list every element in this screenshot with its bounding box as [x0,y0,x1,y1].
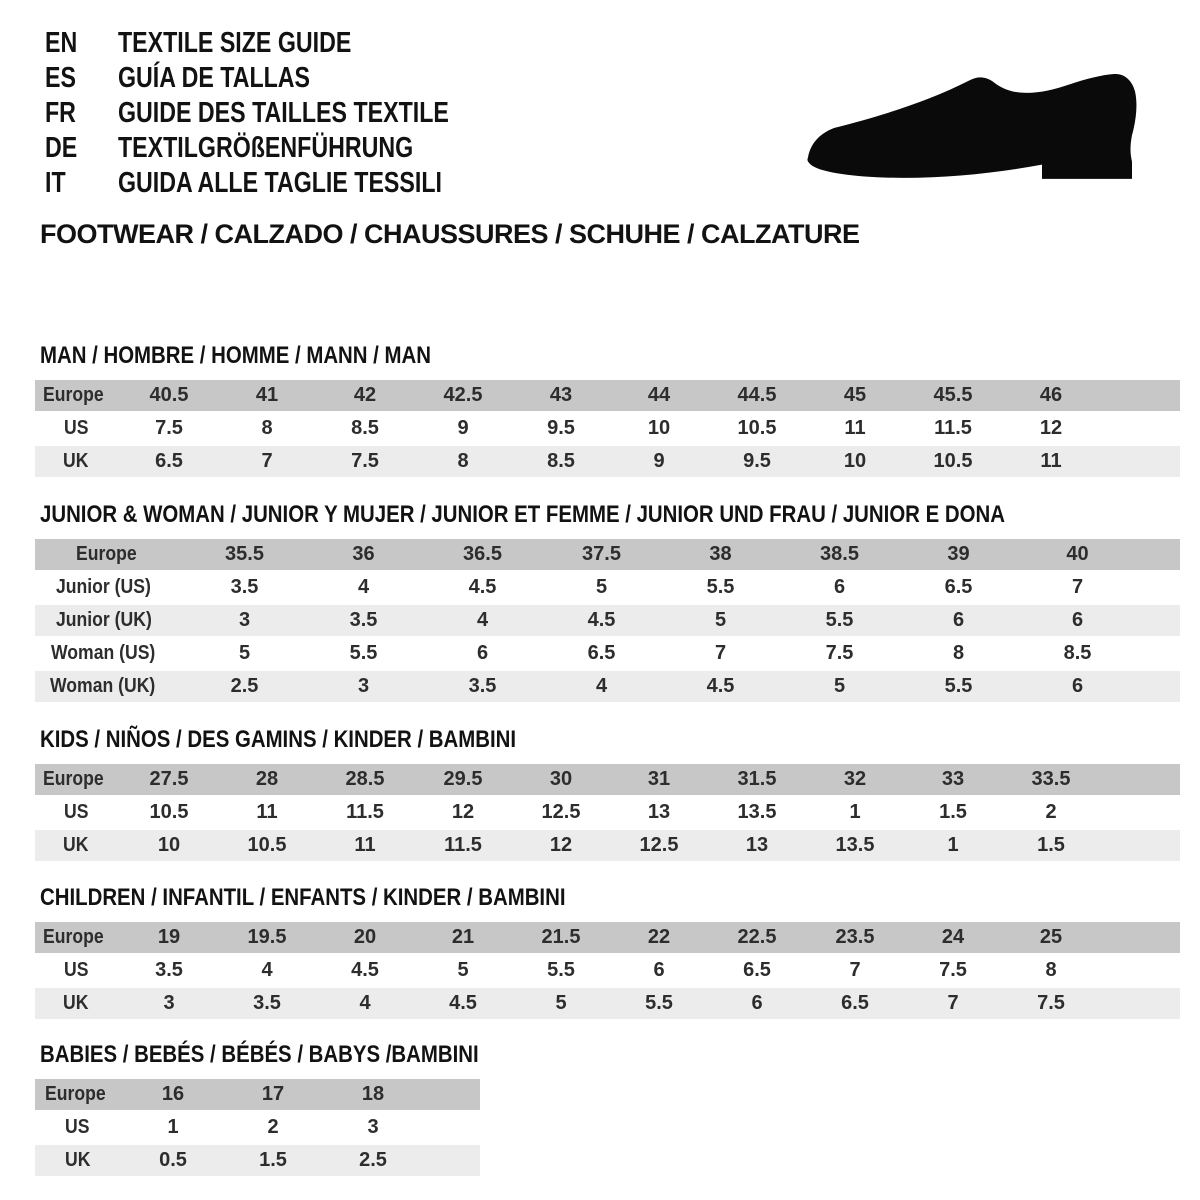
size-value-cell: 6.5 [806,988,904,1019]
size-value-cell: 4 [304,572,423,603]
size-value-cell: 5 [542,572,661,603]
size-value-cell: 6 [1018,605,1137,636]
size-value-cell: 12 [512,830,610,861]
size-value-cell: 38 [661,539,780,570]
size-value-cell: 10.5 [904,446,1002,477]
section-man [35,344,1180,479]
size-value-cell: 7 [218,446,316,477]
shoe-silhouette-icon [802,72,1146,186]
table-row-children-us [35,955,1180,986]
size-value-cell: 3.5 [423,671,542,702]
size-value-cell: 1 [806,797,904,828]
size-value-cell: 8 [899,638,1018,669]
size-value-cell: 5 [661,605,780,636]
size-value-cell: 8 [414,446,512,477]
size-value-cell: 45.5 [904,380,1002,411]
section-title-man: MAN / HOMBRE / HOMME / MANN / MAN [40,342,431,369]
language-code [45,27,118,60]
size-value-cell: 24 [904,922,1002,953]
size-value-cell: 4 [542,671,661,702]
table-row-man-europe [35,380,1180,411]
size-value-cell: 4.5 [423,572,542,603]
section-title-kids: KIDS / NIÑOS / DES GAMINS / KINDER / BAMBINI [40,726,517,753]
row-label-cell [35,764,120,795]
language-row [45,166,532,201]
spacer-cell [1100,413,1180,444]
language-row [45,96,532,131]
section-title-babies: BABIES / BEBÉS / BÉBÉS / BABYS /BAMBINI [40,1041,479,1068]
size-value-cell: 6.5 [542,638,661,669]
row-label-text: US [63,959,89,981]
language-row [45,26,532,61]
size-value-cell: 37.5 [542,539,661,570]
size-value-cell: 45 [806,380,904,411]
size-value-cell: 46 [1002,380,1100,411]
language-code-text: ES [45,62,76,94]
spacer-cell [1137,671,1180,702]
size-value-cell: 4 [316,988,414,1019]
size-value-cell: 2 [1002,797,1100,828]
section-junior-woman [35,503,1180,704]
row-label-cell [35,539,185,570]
spacer-cell [1100,764,1180,795]
table-row-kids-europe [35,764,1180,795]
size-value-cell: 5.5 [780,605,899,636]
size-value-cell: 11.5 [904,413,1002,444]
row-label-cell [35,988,120,1019]
language-title-text: TEXTILGRÖßENFÜHRUNG [118,132,414,164]
size-value-cell: 7.5 [780,638,899,669]
row-label-text: Europe [43,384,104,406]
size-value-cell: 33 [904,764,1002,795]
language-row [45,131,532,166]
language-code [45,62,118,95]
size-value-cell: 5.5 [661,572,780,603]
size-value-cell: 12 [1002,413,1100,444]
size-value-cell: 13 [610,797,708,828]
size-value-cell: 11.5 [316,797,414,828]
size-value-cell: 11 [316,830,414,861]
size-value-cell: 10 [120,830,218,861]
size-value-cell: 4.5 [661,671,780,702]
language-title-text: GUIDA ALLE TAGLIE TESSILI [118,167,442,199]
row-label-text: UK [64,1149,90,1171]
size-value-cell: 9.5 [708,446,806,477]
size-value-cell: 5.5 [512,955,610,986]
size-value-cell: 31.5 [708,764,806,795]
language-code-text: FR [45,97,76,129]
size-value-cell: 23.5 [806,922,904,953]
language-row [45,61,532,96]
size-value-cell: 27.5 [120,764,218,795]
spacer-cell [1137,605,1180,636]
size-table-children [35,920,1180,1021]
size-value-cell: 3 [120,988,218,1019]
size-value-cell: 2.5 [185,671,304,702]
language-code [45,132,118,165]
size-value-cell: 29.5 [414,764,512,795]
size-value-cell: 9 [414,413,512,444]
size-value-cell: 32 [806,764,904,795]
size-value-cell: 6 [780,572,899,603]
size-value-cell: 5.5 [899,671,1018,702]
size-value-cell: 1.5 [904,797,1002,828]
size-value-cell: 7 [806,955,904,986]
size-value-cell: 36.5 [423,539,542,570]
row-label-cell [35,380,120,411]
size-value-cell: 12.5 [512,797,610,828]
size-value-cell: 19 [120,922,218,953]
size-value-cell: 7 [904,988,1002,1019]
size-value-cell: 2.5 [323,1145,423,1176]
size-value-cell: 28 [218,764,316,795]
size-value-cell: 35.5 [185,539,304,570]
size-value-cell: 41 [218,380,316,411]
row-label-text: Europe [43,926,104,948]
size-value-cell: 6 [899,605,1018,636]
row-label-cell [35,922,120,953]
size-value-cell: 3 [304,671,423,702]
size-value-cell: 7 [1018,572,1137,603]
size-value-cell: 7.5 [1002,988,1100,1019]
row-label-text: Woman (US) [50,642,156,664]
section-kids [35,728,1180,863]
size-value-cell: 3.5 [218,988,316,1019]
row-label-text: Europe [44,1083,106,1105]
size-value-cell: 21.5 [512,922,610,953]
language-title-text: GUÍA DE TALLAS [118,62,311,94]
size-value-cell: 6.5 [899,572,1018,603]
size-value-cell: 22 [610,922,708,953]
size-value-cell: 42.5 [414,380,512,411]
size-table-man [35,378,1180,479]
section-children [35,886,1180,1021]
size-value-cell: 12 [414,797,512,828]
row-label-cell [35,605,185,636]
spacer-cell [423,1112,480,1143]
size-value-cell: 6.5 [120,446,218,477]
size-value-cell: 3 [323,1112,423,1143]
table-row-junior-woman-junior-us [35,572,1180,603]
table-row-children-europe [35,922,1180,953]
row-label-cell [35,572,185,603]
row-label-text: UK [63,834,89,856]
table-row-junior-woman-woman-us [35,638,1180,669]
size-value-cell: 3 [185,605,304,636]
size-value-cell: 6 [1018,671,1137,702]
language-title-text: TEXTILE SIZE GUIDE [118,27,352,59]
size-value-cell: 1.5 [223,1145,323,1176]
size-value-cell: 4.5 [542,605,661,636]
spacer-cell [1100,797,1180,828]
size-value-cell: 2 [223,1112,323,1143]
table-row-junior-woman-europe [35,539,1180,570]
table-row-babies-europe [35,1079,480,1110]
language-code [45,167,118,200]
size-value-cell: 30 [512,764,610,795]
language-code [45,97,118,130]
language-code-text: EN [45,27,78,59]
language-code-text: IT [45,167,66,199]
spacer-cell [1137,539,1180,570]
row-label-text: US [63,417,89,439]
size-value-cell: 8 [1002,955,1100,986]
size-value-cell: 5 [512,988,610,1019]
section-babies [35,1043,480,1178]
size-value-cell: 9 [610,446,708,477]
size-value-cell: 7 [661,638,780,669]
spacer-cell [1100,830,1180,861]
size-value-cell: 10 [610,413,708,444]
language-code-text: DE [45,132,78,164]
row-label-cell [35,671,185,702]
size-value-cell: 36 [304,539,423,570]
row-label-text: Europe [75,543,137,565]
table-row-junior-woman-woman-uk [35,671,1180,702]
size-value-cell: 16 [123,1079,223,1110]
size-value-cell: 39 [899,539,1018,570]
size-value-cell: 28.5 [316,764,414,795]
row-label-text: Junior (UK) [55,609,152,631]
language-title [118,27,410,60]
table-row-children-uk [35,988,1180,1019]
spacer-cell [1100,922,1180,953]
size-value-cell: 0.5 [123,1145,223,1176]
size-table-junior-woman [35,537,1180,704]
size-value-cell: 6 [610,955,708,986]
language-list [45,26,532,201]
language-title [118,97,532,130]
category-heading: FOOTWEAR / CALZADO / CHAUSSURES / SCHUHE / CALZATURE [40,219,860,249]
size-value-cell: 7.5 [120,413,218,444]
size-value-cell: 3.5 [120,955,218,986]
spacer-cell [1100,988,1180,1019]
size-value-cell: 13 [708,830,806,861]
row-label-text: Europe [43,768,104,790]
size-value-cell: 11 [1002,446,1100,477]
size-value-cell: 42 [316,380,414,411]
row-label-text: US [65,1116,90,1138]
size-value-cell: 11 [218,797,316,828]
size-value-cell: 1 [123,1112,223,1143]
size-table-kids [35,762,1180,863]
spacer-cell [1137,638,1180,669]
size-value-cell: 43 [512,380,610,411]
size-value-cell: 6 [423,638,542,669]
row-label-text: Woman (UK) [50,675,156,697]
size-value-cell: 40.5 [120,380,218,411]
spacer-cell [423,1145,480,1176]
row-label-text: UK [63,450,89,472]
size-value-cell: 5.5 [610,988,708,1019]
size-value-cell: 44 [610,380,708,411]
row-label-cell [35,797,120,828]
table-row-babies-uk [35,1145,480,1176]
size-value-cell: 8 [218,413,316,444]
size-value-cell: 20 [316,922,414,953]
spacer-cell [1100,446,1180,477]
table-row-junior-woman-junior-uk [35,605,1180,636]
size-value-cell: 5 [185,638,304,669]
size-value-cell: 8.5 [1018,638,1137,669]
row-label-cell [35,1079,123,1110]
size-value-cell: 1 [904,830,1002,861]
table-row-kids-us [35,797,1180,828]
size-value-cell: 5.5 [304,638,423,669]
section-title-junior-woman: JUNIOR & WOMAN / JUNIOR Y MUJER / JUNIOR ET FEMME / JUNIOR UND FRAU / JUNIOR E DONA [40,501,1005,528]
size-value-cell: 18 [323,1079,423,1110]
language-title [118,62,358,95]
row-label-cell [35,446,120,477]
size-value-cell: 7.5 [316,446,414,477]
spacer-cell [423,1079,480,1110]
size-value-cell: 9.5 [512,413,610,444]
size-value-cell: 19.5 [218,922,316,953]
size-value-cell: 33.5 [1002,764,1100,795]
language-title-text: GUIDE DES TAILLES TEXTILE [118,97,449,129]
language-title [118,132,487,165]
size-value-cell: 40 [1018,539,1137,570]
row-label-text: US [63,801,89,823]
size-value-cell: 22.5 [708,922,806,953]
size-value-cell: 7.5 [904,955,1002,986]
size-value-cell: 11.5 [414,830,512,861]
size-value-cell: 4.5 [414,988,512,1019]
row-label-cell [35,830,120,861]
size-value-cell: 11 [806,413,904,444]
spacer-cell [1100,380,1180,411]
language-title [118,167,523,200]
table-row-man-us [35,413,1180,444]
size-value-cell: 10.5 [708,413,806,444]
size-value-cell: 6 [708,988,806,1019]
size-value-cell: 8.5 [316,413,414,444]
size-value-cell: 3.5 [185,572,304,603]
size-table-babies [35,1077,480,1178]
size-value-cell: 10 [806,446,904,477]
size-value-cell: 6.5 [708,955,806,986]
size-value-cell: 38.5 [780,539,899,570]
size-value-cell: 31 [610,764,708,795]
row-label-text: UK [63,992,89,1014]
row-label-cell [35,638,185,669]
size-value-cell: 12.5 [610,830,708,861]
size-value-cell: 44.5 [708,380,806,411]
table-row-babies-us [35,1112,480,1143]
size-value-cell: 4 [218,955,316,986]
row-label-cell [35,1145,123,1176]
size-value-cell: 10.5 [120,797,218,828]
spacer-cell [1100,955,1180,986]
size-value-cell: 25 [1002,922,1100,953]
size-value-cell: 10.5 [218,830,316,861]
row-label-cell [35,955,120,986]
size-value-cell: 1.5 [1002,830,1100,861]
row-label-cell [35,1112,123,1143]
size-value-cell: 5 [780,671,899,702]
size-value-cell: 17 [223,1079,323,1110]
size-value-cell: 3.5 [304,605,423,636]
table-row-kids-uk [35,830,1180,861]
size-value-cell: 8.5 [512,446,610,477]
size-value-cell: 13.5 [806,830,904,861]
size-value-cell: 5 [414,955,512,986]
size-value-cell: 4 [423,605,542,636]
table-row-man-uk [35,446,1180,477]
row-label-text: Junior (US) [56,576,151,598]
section-title-children: CHILDREN / INFANTIL / ENFANTS / KINDER / BAMBINI [40,884,566,911]
row-label-cell [35,413,120,444]
size-value-cell: 21 [414,922,512,953]
spacer-cell [1137,572,1180,603]
size-value-cell: 4.5 [316,955,414,986]
size-value-cell: 13.5 [708,797,806,828]
